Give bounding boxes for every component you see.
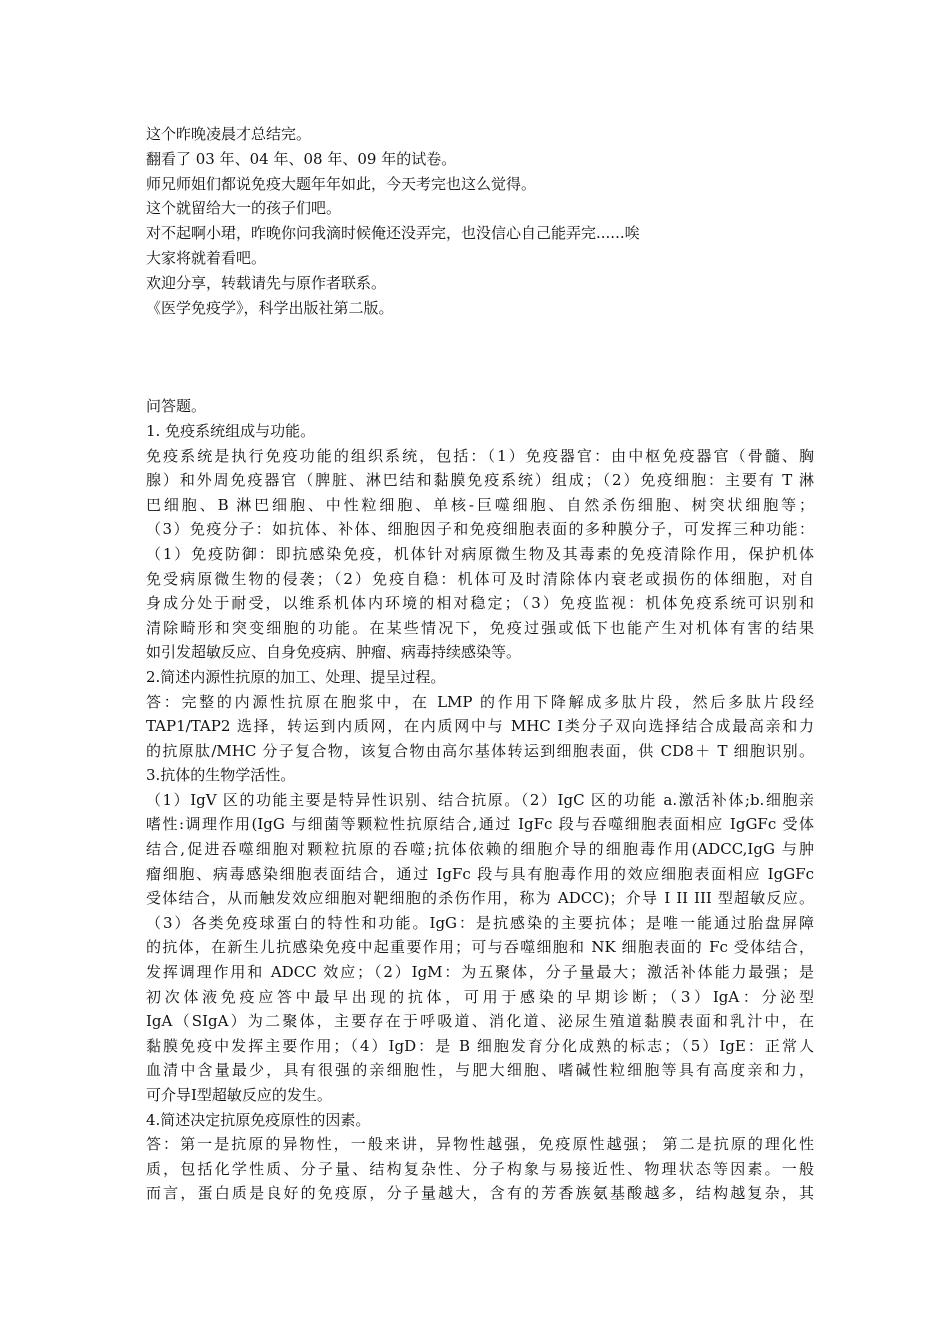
text-line: 如引发超敏反应、自身免疫病、肿瘤、病毒持续感染等。 — [146, 643, 522, 662]
intro-line: 这个就留给大一的孩子们吧。 — [146, 199, 342, 218]
text-line: 而言，蛋白质是良好的免疫原，分子量越大，含有的芳香族氨基酸越多，结构越复杂，其 — [146, 1184, 814, 1203]
intro-line: 《医学免疫学》，科学出版社第二版。 — [146, 298, 394, 317]
text-line: TAP1/TAP2 选择，转运到内质网，在内质网中与 MHC Ⅰ类分子双向选择结合成最高亲和力 — [146, 717, 814, 736]
intro-line: 对不起啊小珺，昨晚你问我滴时候俺还没弄完，也没信心自己能弄完......唉 — [146, 224, 640, 243]
text-line: 质，包括化学性质、分子量、结构复杂性、分子构象与易接近性、物理状态等因素。一般 — [146, 1159, 814, 1178]
text-line: IgA（SIgA）为二聚体，主要存在于呼吸道、消化道、泌尿生殖道黏膜表面和乳汁中，在 — [146, 1012, 814, 1031]
qa-section — [146, 394, 814, 1206]
text-line: 免疫系统是执行免疫功能的组织系统，包括：（1）免疫器官：由中枢免疫器官（骨髓、胸 — [146, 446, 814, 465]
text-line: 初次体液免疫应答中最早出现的抗体，可用于感染的早期诊断；（3）IgA：分泌型 — [146, 987, 814, 1006]
text-line: （3）各类免疫球蛋白的特性和功能。IgG：是抗感染的主要抗体；是唯一能通过胎盘屏障 — [146, 913, 814, 932]
intro-line: 这个昨晚凌晨才总结完。 — [146, 125, 312, 143]
section-spacer — [146, 320, 814, 394]
text-line: 黏膜免疫中发挥主要作用；（4）IgD：是 B 细胞发育分化成熟的标志；（5）IgE：正常人 — [146, 1036, 814, 1055]
text-line: （1）免疫防御：即抗感染免疫，机体针对病原微生物及其毒素的免疫清除作用，保护机体 — [146, 544, 814, 563]
text-line: 嗜性:调理作用(IgG 与细菌等颗粒性抗原结合,通过 IgFc 段与吞噬细胞表面相应 IgGFc 受体 — [146, 815, 814, 834]
text-line: 2.简述内源性抗原的加工、处理、提呈过程。 — [146, 667, 446, 686]
text-line: （3）免疫分子：如抗体、补体、细胞因子和免疫细胞表面的多种膜分子，可发挥三种功能： — [146, 520, 814, 539]
text-line: 的抗原肽/MHC 分子复合物，该复合物由高尔基体转运到细胞表面，供 CD8＋ T 细胞识别。 — [146, 741, 814, 760]
text-line: 答：完整的内源性抗原在胞浆中，在 LMP 的作用下降解成多肽片段，然后多肽片段经 — [146, 692, 814, 711]
text-line: 腺）和外周免疫器官（脾脏、淋巴结和黏膜免疫系统）组成；（2）免疫细胞：主要有 T 淋 — [146, 471, 814, 490]
intro-line: 师兄师姐们都说免疫大题年年如此，今天考完也这么觉得。 — [146, 174, 537, 193]
text-line: 发挥调理作用和 ADCC 效应；（2）IgM：为五聚体，分子量最大；激活补体能力最强；是 — [146, 963, 814, 982]
text-line: 瘤细胞、病毒感染细胞表面结合，通过 IgFc 段与具有胞毒作用的效应细胞表面相应 IgGFc — [146, 864, 814, 883]
document-page — [146, 122, 814, 1206]
intro-line: 翻看了 03 年、04 年、08 年、09 年的试卷。 — [146, 149, 457, 168]
text-line: 3.抗体的生物学活性。 — [146, 766, 296, 785]
text-line: 身成分处于耐受，以维系机体内环境的相对稳定；（3）免疫监视：机体免疫系统可识别和 — [146, 594, 814, 613]
text-line: 4.简述决定抗原免疫原性的因素。 — [146, 1110, 371, 1129]
text-line: 答：第一是抗原的异物性，一般来讲，异物性越强，免疫原性越强； 第二是抗原的理化性 — [146, 1135, 814, 1154]
text-line: 的抗体，在新生儿抗感染免疫中起重要作用；可与吞噬细胞和 NK 细胞表面的 Fc 受体结合， — [146, 938, 814, 957]
text-line: （1）IgV 区的功能主要是特异性识别、结合抗原。（2）IgC 区的功能 a.激活补体;b.细胞亲 — [146, 790, 814, 809]
text-line: 血清中含量最少，具有很强的亲细胞性，与肥大细胞、嗜碱性粒细胞等具有高度亲和力， — [146, 1061, 814, 1080]
intro-notes — [146, 122, 814, 320]
text-line: 清除畸形和突变细胞的功能。在某些情况下，免疫过强或低下也能产生对机体有害的结果 — [146, 618, 814, 637]
text-line: 巴细胞、B 淋巴细胞、中性粒细胞、单核-巨噬细胞、自然杀伤细胞、树突状细胞等； — [146, 495, 814, 514]
text-line: 免受病原微生物的侵袭；（2）免疫自稳：机体可及时清除体内衰老或损伤的体细胞，对自 — [146, 569, 814, 588]
text-line: 可介导Ⅰ型超敏反应的发生。 — [146, 1086, 332, 1104]
intro-line: 欢迎分享，转载请先与原作者联系。 — [146, 273, 387, 292]
text-line: 1. 免疫系统组成与功能。 — [146, 421, 316, 440]
text-line: 结合,促进吞噬细胞对颗粒抗原的吞噬;抗体依赖的细胞介导的细胞毒作用(ADCC,IgG 与肿 — [146, 840, 814, 859]
intro-line: 大家将就着看吧。 — [146, 248, 267, 267]
text-line: 受体结合，从而触发效应细胞对靶细胞的杀伤作用，称为 ADCC)；介导 I II III 型超敏反应。 — [146, 889, 814, 908]
section-heading: 问答题。 — [146, 397, 207, 416]
